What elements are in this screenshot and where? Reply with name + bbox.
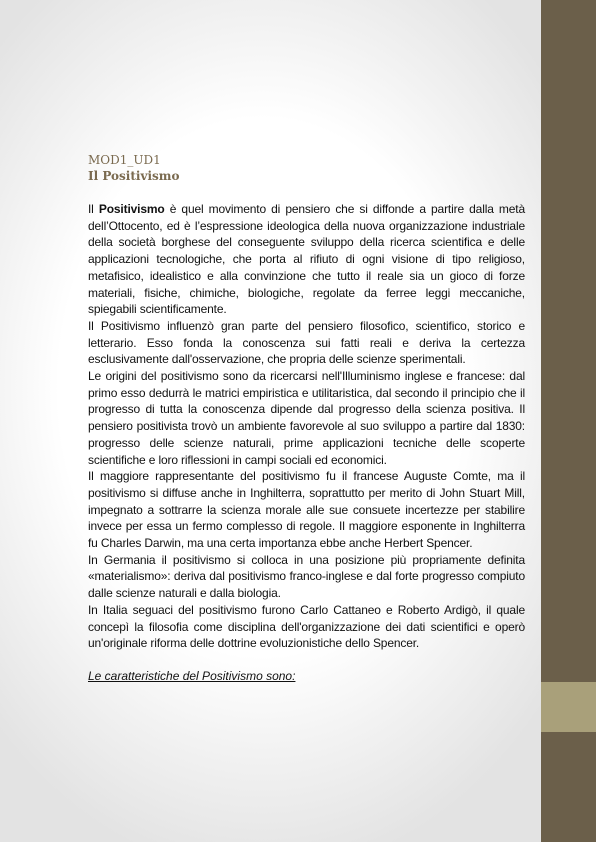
paragraph-origins: Le origini del positivismo sono da ricercarsi nell'Illuminismo inglese e francese: dal primo esso dedurrà le matrici empiristica e utilitaristica, dal secondo il principio che il progresso di tutta la conoscenza dipende dal progresso della scienza positiva. Il pensiero positivista trovò un ambiente favorevole al suo sviluppo a partire dal 1830: progresso delle scienze naturali, prime applicazioni tecniche delle scoperte scientifiche e loro riflessioni in campi sociali ed economici. <box>88 369 525 467</box>
intro-paragraph <box>88 201 525 318</box>
paragraph-representatives: Il maggiore rappresentante del positivismo fu il francese Auguste Comte, ma il positivismo si diffuse anche in Inghilterra, soprattutto per merito di John Stuart Mill, impegnato a sottrarre la scienza morale alle sue consuete incertezze per stabilire invece per essa un fermo complesso di regole. Il maggiore esponente in Inghilterra fu Charles Darwin, ma una certa importanza ebbe anche Herbert Spencer. <box>88 469 525 551</box>
intro-lead: Il <box>88 202 99 216</box>
intro-term: Positivismo <box>98 202 165 216</box>
module-code: MOD1_UD1 <box>88 153 161 167</box>
paragraph-germany: In Germania il positivismo si colloca in una posizione più propriamente definita «materialismo»: deriva dal positivismo franco-inglese e dal forte progresso compiuto dalle scienze naturali e dalla biologia. <box>88 552 525 601</box>
paragraph-influence: Il Positivismo influenzò gran parte del pensiero filosofico, scientifico, storico e letterario. Esso fonda la conoscenza sui fatti reali e deriva la certezza esclusivamente dall'osservazione, che propria delle scienze sperimentali. <box>88 318 525 367</box>
decorative-sidebar-accent <box>541 682 596 732</box>
paragraph-italy: In Italia seguaci del positivismo furono Carlo Cattaneo e Roberto Ardigò, il quale concepì la filosofia come disciplina dell'organizzazione dei dati scientifici e operò un'originale riforma delle dottrine evoluzionistiche dello Spencer. <box>88 602 525 651</box>
document-title: Il Positivismo <box>88 169 180 183</box>
section-heading-characteristics: Le caratteristiche del Positivismo sono: <box>88 668 296 683</box>
intro-rest: è quel movimento di pensiero che si diffonde a partire dalla metà dell’Ottocento, ed è l’espressione ideologica della nuova organizzazione industriale della società borghese del conseguente sviluppo della ricerca scientifica e delle applicazioni tecnologiche, che porta al rifiuto di ogni visione di tipo religioso, metafisico, idealistico e alla convinzione che tutto il reale sia un gioco di forze materiali, fisiche, chimiche, biologiche, regolate da ferree leggi meccaniche, spiegabili scientificamente. <box>88 202 525 317</box>
document-body <box>88 152 525 684</box>
